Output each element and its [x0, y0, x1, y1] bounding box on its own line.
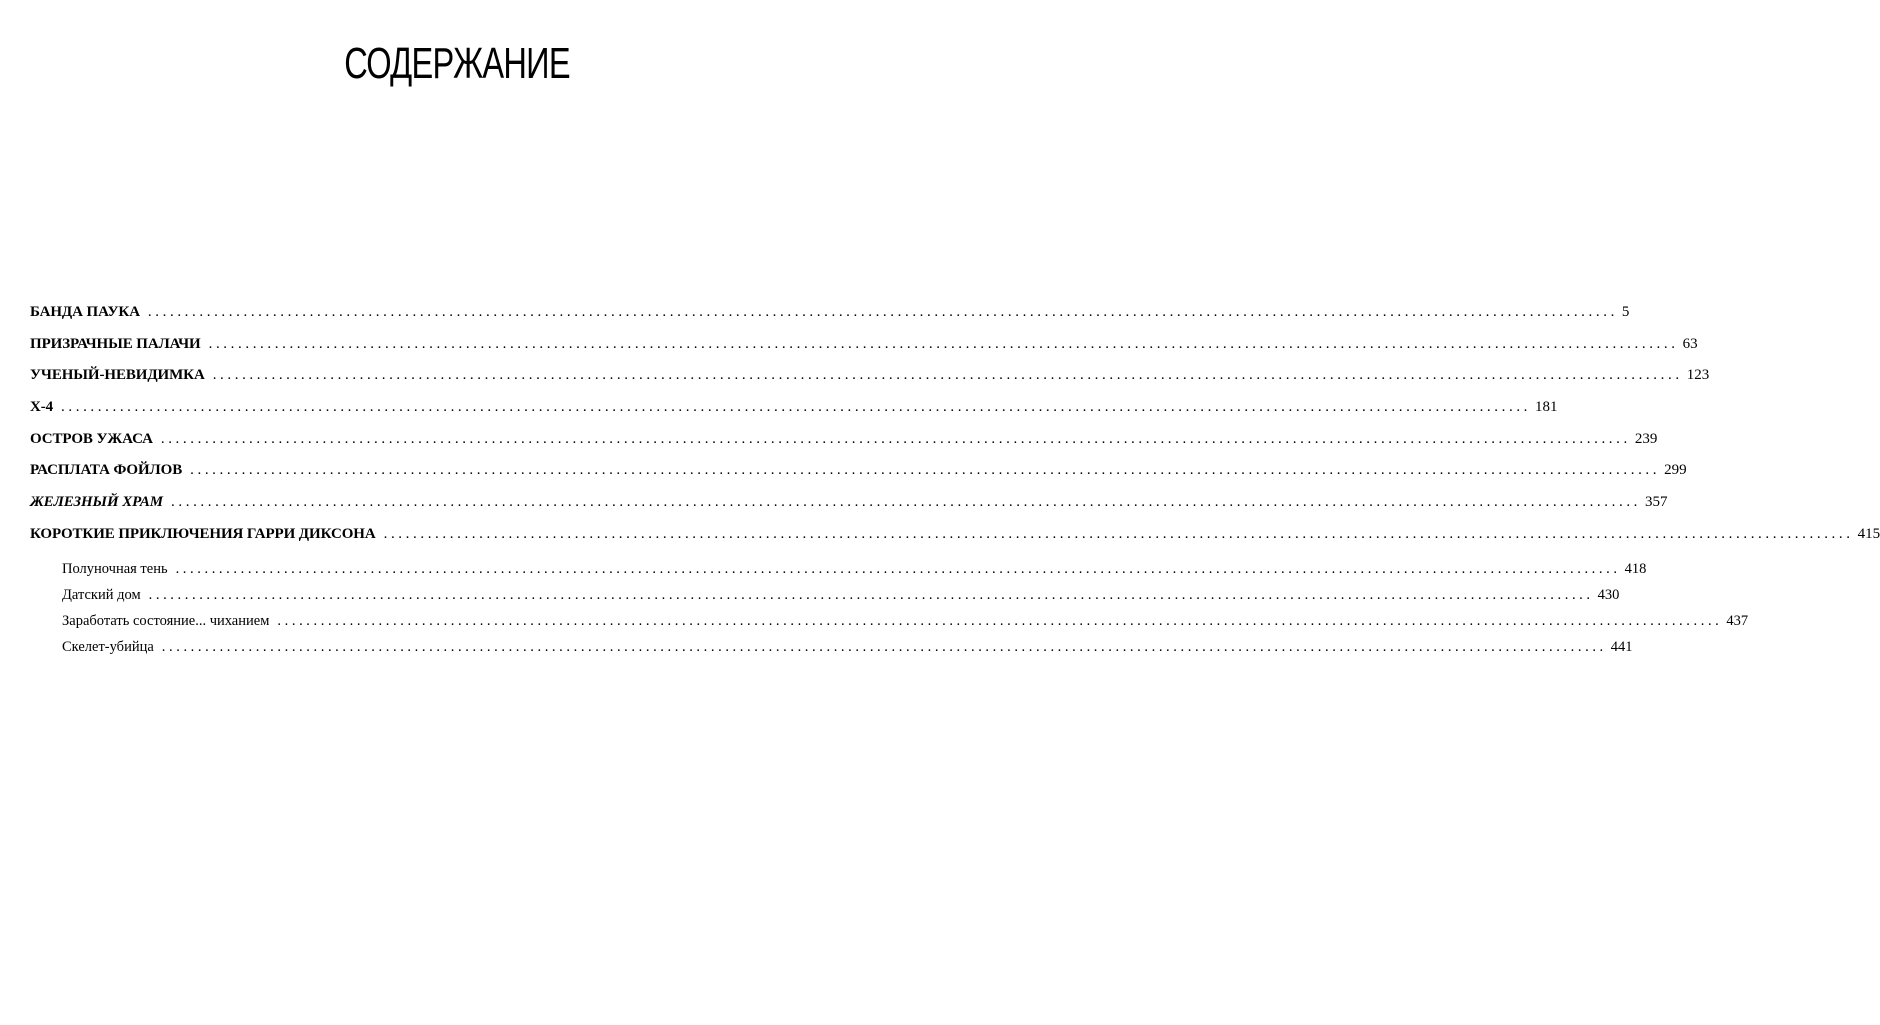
toc-page-number: 430	[1597, 586, 1620, 603]
dot-leader: ........................................................................................................................................................................................................	[277, 613, 1723, 630]
toc-page-number: 181	[1535, 399, 1558, 416]
dot-leader: ........................................................................................................................................................................................................	[161, 639, 1607, 656]
toc-subentry	[30, 639, 1633, 665]
toc-page-number: 5	[1621, 304, 1630, 320]
toc-entry	[30, 367, 1710, 399]
dot-leader: ........................................................................................................................................................................................................	[208, 335, 1679, 352]
toc-entry-title: ОСТРОВ УЖАСА	[30, 430, 153, 447]
toc-subentry-title: Скелет-убийца	[62, 639, 154, 656]
dot-leader: ........................................................................................................................................................................................................	[160, 430, 1631, 447]
toc-entry-title: КОРОТКИЕ ПРИКЛЮЧЕНИЯ ГАРРИ ДИКСОНА	[30, 525, 376, 542]
toc-entry-title: БАНДА ПАУКА	[30, 304, 140, 320]
toc-entry	[30, 494, 1668, 526]
toc-entry-title: ПРИЗРАЧНЫЕ ПАЛАЧИ	[30, 335, 201, 352]
dot-leader: ........................................................................................................................................................................................................	[175, 560, 1621, 577]
toc-subentry-title: Полуночная тень	[62, 560, 168, 577]
toc-page-number: 437	[1726, 613, 1749, 630]
dot-leader: ........................................................................................................................................................................................................	[190, 462, 1661, 479]
toc-page-number: 415	[1857, 525, 1880, 542]
toc-entry	[30, 462, 1687, 494]
toc-entry-title: X-4	[30, 399, 54, 416]
toc-page-number: 239	[1634, 430, 1658, 447]
toc-entry-title: ЖЕЛЕЗНЫЙ ХРАМ	[30, 494, 164, 511]
dot-leader: ........................................................................................................................................................................................................	[212, 367, 1683, 384]
toc-subentry	[30, 560, 1647, 587]
toc-entry	[30, 304, 1630, 336]
dot-leader: ........................................................................................................................................................................................................	[148, 586, 1594, 603]
toc-page-number: 299	[1664, 462, 1687, 479]
toc-page-number: 441	[1610, 639, 1633, 656]
page-title: СОДЕРЖАНИЕ	[344, 39, 570, 88]
dot-leader: ........................................................................................................................................................................................................	[147, 304, 1618, 320]
dot-leader: ........................................................................................................................................................................................................	[61, 399, 1532, 416]
toc-entry-title: УЧЕНЫЙ-НЕВИДИМКА	[30, 367, 205, 384]
toc-entry	[30, 430, 1658, 463]
toc-page-number: 123	[1686, 367, 1710, 384]
toc-entry	[30, 399, 1558, 431]
toc-subentry	[30, 586, 1620, 613]
toc-page-number: 63	[1682, 335, 1698, 352]
toc-subentry-title: Заработать состояние... чиханием	[62, 613, 270, 630]
toc-page-number: 418	[1624, 560, 1647, 577]
table-of-contents	[30, 304, 1880, 666]
toc-entry	[30, 335, 1698, 368]
toc-entry	[30, 525, 1880, 558]
toc-entry-title: РАСПЛАТА ФОЙЛОВ	[30, 462, 183, 479]
dot-leader: ........................................................................................................................................................................................................	[171, 494, 1642, 511]
toc-page-number: 357	[1645, 494, 1668, 511]
toc-subentry	[30, 613, 1749, 639]
toc-subentry-title: Датский дом	[62, 586, 141, 603]
dot-leader: ........................................................................................................................................................................................................	[383, 525, 1854, 542]
